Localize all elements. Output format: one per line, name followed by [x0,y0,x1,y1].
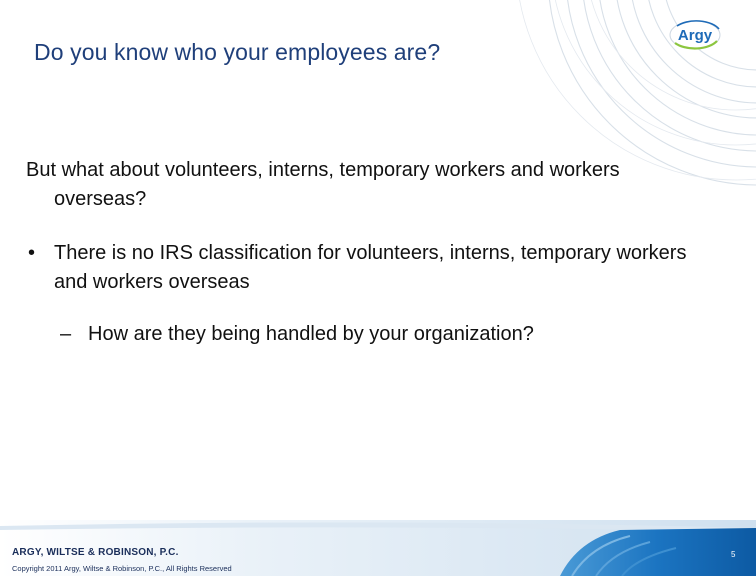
bullet-text: There is no IRS classification for volunteers, interns, temporary workers and workers overseas [54,242,687,293]
argy-logo [667,17,729,53]
logo-text: Argy [677,27,713,44]
intro-paragraph: But what about volunteers, interns, temporary workers and workers overseas? [26,159,620,210]
slide-title: Do you know who your employees are? [34,39,441,65]
footer-firm-name: ARGY, WILTSE & ROBINSON, P.C. [12,547,179,558]
footer-copyright: Copyright 2011 Argy, Wiltse & Robinson, P.C., All Rights Reserved [12,564,232,573]
sub-bullet-marker: – [60,323,72,345]
bullet-item [26,239,716,297]
sub-bullet-item [26,320,716,349]
bullet-marker: • [28,242,36,264]
slide-body [26,156,716,349]
sub-bullet-text: How are they being handled by your organization? [88,323,534,345]
page-number: 5 [731,550,736,559]
